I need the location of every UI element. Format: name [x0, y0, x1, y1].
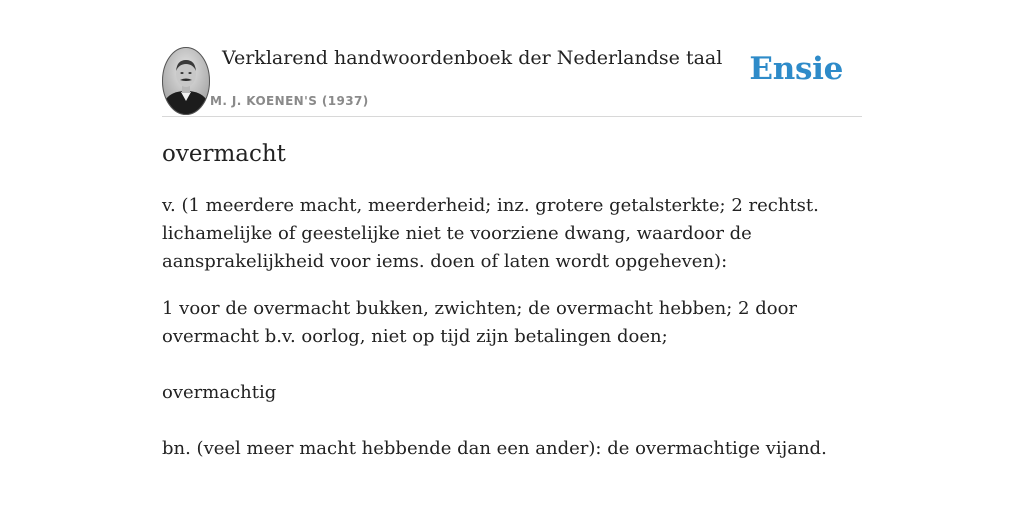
author-portrait-icon — [162, 47, 210, 115]
entry-definition: v. (1 meerdere macht, meerderheid; inz. grotere getalsterkte; 2 rechtst. lichamelijke of geestelijke niet te voorziene dwang, waardoor de aansprakelijkheid voor iems. doen of laten wordt opgeheven): — [162, 195, 819, 272]
page — [162, 0, 862, 459]
header — [162, 0, 862, 117]
derived-definition: bn. (veel meer macht hebbende dan een ander): de overmachtige vijand. — [162, 438, 827, 459]
book-author: M. J. KOENEN'S (1937) — [210, 94, 369, 108]
book-title[interactable]: Verklarend handwoordenboek der Nederlandse taal — [222, 47, 723, 69]
ensie-logo[interactable]: Ensie — [749, 51, 843, 87]
entry-examples: 1 voor de overmacht bukken, zwichten; de overmacht hebben; 2 door overmacht b.v. oorlog, niet op tijd zijn betalingen doen; — [162, 298, 798, 347]
entry-headword: overmacht — [162, 141, 286, 167]
derived-word: overmachtig — [162, 382, 277, 403]
